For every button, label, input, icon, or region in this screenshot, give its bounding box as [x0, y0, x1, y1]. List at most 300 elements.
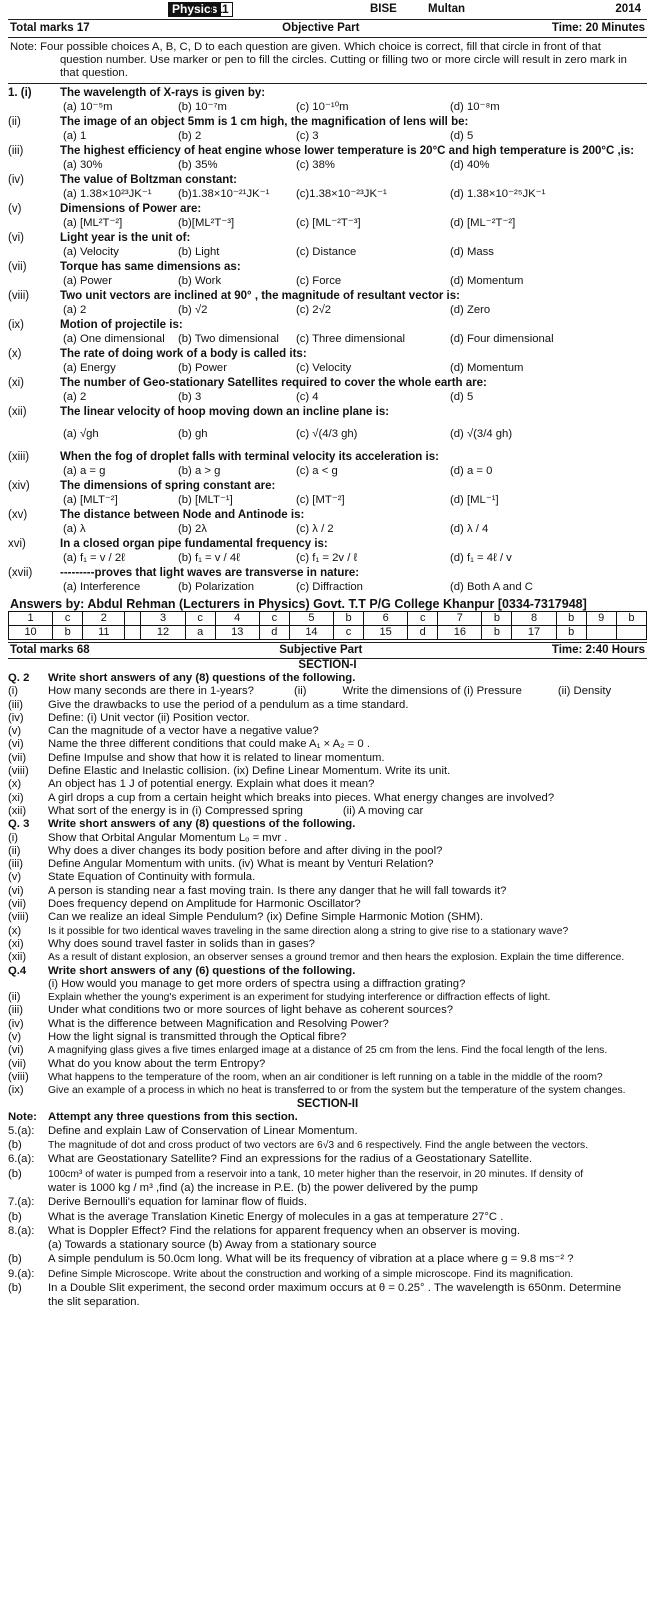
item-text: Derive Bernoulli's equation for laminar flow of fluids. — [48, 1196, 307, 1209]
item-text: What is Doppler Effect? Find the relations for apparent frequency when an observer is moving. — [48, 1224, 520, 1237]
answer-choice: b — [556, 612, 586, 626]
question-number: (xii) — [8, 406, 27, 418]
option-b: (b)[ML²T⁻³] — [178, 217, 235, 229]
item-number: (iii) — [8, 698, 24, 711]
option-a: (a) λ — [63, 523, 86, 535]
option-a: (a) 2 — [63, 391, 87, 403]
mcq-question — [8, 232, 647, 259]
short-question — [8, 858, 647, 871]
item-number — [8, 1182, 48, 1195]
question-number: (iii) — [8, 145, 24, 157]
section-note — [8, 1111, 647, 1124]
mcq-stem — [8, 145, 647, 158]
item-text: Define Elastic and Inelastic collision. (ix) Define Linear Momentum. Write its unit. — [48, 765, 451, 778]
question-heading — [8, 965, 647, 978]
item-number: (vi) — [8, 738, 24, 751]
item-number: (iii) — [8, 1004, 24, 1017]
short-question — [8, 938, 647, 951]
question-instruction: Write short answers of any (8) questions of the following. — [48, 818, 356, 831]
question-text: The value of Boltzman constant: — [60, 174, 237, 186]
answer-choice: c — [185, 612, 215, 626]
option-d: (d) λ / 4 — [450, 523, 489, 535]
short-question — [8, 699, 647, 712]
answer-choice: b — [482, 626, 512, 640]
mcq-question — [8, 377, 647, 404]
mcq-list — [8, 87, 647, 594]
option-d: (d) Momentum — [450, 362, 524, 374]
option-b: (b) Two dimensional — [178, 333, 279, 345]
question-number: (vi) — [8, 232, 24, 244]
option-a: (a) 1.38×10²³JK⁻¹ — [63, 188, 152, 200]
short-question — [8, 738, 647, 751]
question-number: (xv) — [8, 509, 28, 521]
short-question — [8, 1071, 647, 1084]
answer-number: 15 — [364, 626, 408, 640]
option-a: (a) Power — [63, 275, 112, 287]
question-text: Dimensions of Power are: — [60, 203, 202, 215]
option-b: (b) 10⁻⁷m — [178, 101, 227, 113]
answers-by: Answers by: Abdul Rehman (Lecturers in Physics) Govt. T.T P/G College Khanpur [0334-7317948] — [10, 597, 587, 611]
option-b: (b) Work — [178, 275, 222, 287]
answer-number — [586, 626, 616, 640]
subject-label: Physics — [168, 2, 221, 17]
question-number: (viii) — [8, 290, 30, 302]
item-text: Can we realize an ideal Simple Pendulum? (ix) Define Simple Harmonic Motion (SHM). — [48, 911, 484, 924]
item-text: Define Angular Momentum with units. (iv) What is meant by Venturi Relation? — [48, 858, 434, 871]
option-a: (a) Velocity — [63, 246, 119, 258]
item-text: water is 1000 kg / m³ ,find (a) the increase in P.E. (b) the power delivered by the pump — [48, 1181, 478, 1194]
item-number: (v) — [8, 725, 22, 738]
item-text: Define Impulse and show that how it is related to linear momentum. — [48, 751, 385, 764]
answer-choice — [616, 626, 646, 640]
option-c: (c) 3 — [296, 130, 319, 142]
mcq-options — [8, 522, 647, 536]
short-question — [8, 792, 647, 805]
mcq-stem — [8, 480, 647, 493]
answer-choice: d — [259, 626, 289, 640]
question-instruction: Write short answers of any (8) questions of the following. — [48, 672, 356, 684]
item-number: (viii) — [8, 765, 29, 778]
item-number: (xii) — [8, 951, 27, 964]
objective-note: Note: Four possible choices A, B, C, D to each question are given. Which choice is correct, fill that circle in front of that question number. Use marker or pen to fill the circles. Cutting or filling two or more circle will result in zero mark in that question. — [8, 38, 647, 84]
city-label: Multan — [428, 3, 466, 15]
short-question — [8, 712, 647, 725]
option-c: (c) Three dimensional — [296, 333, 406, 345]
question-number: Q.4 — [8, 964, 27, 977]
item-number: (iv) — [8, 711, 24, 724]
question-text: The rate of doing work of a body is called its: — [60, 348, 307, 360]
question-number: (xvii) — [8, 567, 33, 579]
item-number: (x) — [8, 778, 22, 791]
long-question — [8, 1296, 647, 1309]
subjective-title: Subjective Part — [279, 644, 363, 656]
item-number: (ii) — [8, 844, 21, 857]
mcq-stem — [8, 261, 647, 274]
option-a: (a) Energy — [63, 362, 116, 374]
answer-choice: c — [334, 626, 364, 640]
option-b: (b) [MLT⁻¹] — [178, 494, 233, 506]
option-a: (a) [MLT⁻²] — [63, 494, 118, 506]
long-question — [8, 1225, 647, 1238]
item-text-extra: (ii) A moving car — [342, 804, 424, 817]
answer-number: 16 — [438, 626, 482, 640]
mcq-question — [8, 451, 647, 478]
item-number: (vi) — [8, 884, 24, 897]
short-question — [8, 725, 647, 738]
item-number: (vi) — [8, 1044, 24, 1057]
question-number: (ii) — [8, 116, 21, 128]
question-number: (xi) — [8, 377, 24, 389]
answer-choice: b — [53, 626, 83, 640]
mcq-stem — [8, 406, 647, 419]
mcq-options — [8, 419, 647, 449]
question-text: Motion of projectile is: — [60, 319, 183, 331]
answer-number: 7 — [438, 612, 482, 626]
long-question — [8, 1282, 647, 1295]
item-number: 5.(a): — [8, 1124, 35, 1137]
short-question — [8, 1084, 647, 1097]
option-b: (b)1.38×10⁻²¹JK⁻¹ — [178, 188, 270, 200]
short-question — [8, 778, 647, 791]
mcq-options — [8, 580, 647, 594]
answer-number: 5 — [289, 612, 333, 626]
item-number: (viii) — [8, 911, 29, 924]
mcq-options — [8, 303, 647, 317]
long-question — [8, 1125, 647, 1138]
item-number — [8, 1239, 48, 1252]
mcq-stem — [8, 567, 647, 580]
item-number: (i) — [8, 831, 19, 844]
option-c: (c) Distance — [296, 246, 357, 258]
answer-choice: b — [334, 612, 364, 626]
item-text: Explain whether the young's experiment is an experiment for studying interference or diffraction effects of light. — [48, 992, 551, 1004]
item-number: (b) — [8, 1139, 22, 1152]
item-text-extra: (ii) — [293, 685, 307, 698]
item-text-extra: (ii) Density — [557, 685, 612, 698]
item-text: Give an example of a process in which no heat is transferred to or from the system but the temperature of the system changes. — [48, 1085, 626, 1097]
option-c: (c) Diffraction — [296, 581, 363, 593]
item-text: What is the average Translation Kinetic Energy of molecules in a gas at temperature 27°C . — [48, 1210, 504, 1223]
answer-number: 9 — [586, 612, 616, 626]
option-a: (a) [ML²T⁻²] — [63, 217, 123, 229]
answer-choice: b — [482, 612, 512, 626]
answer-row — [9, 612, 647, 626]
short-question — [8, 1004, 647, 1017]
item-text: Why does a diver changes its body position before and after diving in the pool? — [48, 844, 443, 857]
item-number: (b) — [8, 1210, 22, 1223]
item-number: (vii) — [8, 1057, 27, 1070]
option-d: (d) f₁ = 4ℓ / v — [450, 552, 512, 564]
option-d: (d) Mass — [450, 246, 494, 258]
item-number: (v) — [8, 1031, 22, 1044]
item-text: A simple pendulum is 50.0cm long. What will be its frequency of vibration at a place where g = 9.8 ms⁻² ? — [48, 1253, 574, 1266]
option-d: (d) [ML⁻²T⁻²] — [450, 217, 516, 229]
option-d: (d) Momentum — [450, 275, 524, 287]
answer-number: 4 — [215, 612, 259, 626]
option-c: (c) [MT⁻²] — [296, 494, 345, 506]
option-a: (a) a = g — [63, 465, 106, 477]
item-number: 9.(a): — [8, 1267, 35, 1280]
mcq-question — [8, 567, 647, 594]
mcq-stem — [8, 203, 647, 216]
mcq-question — [8, 174, 647, 201]
option-b: (b) 2λ — [178, 523, 207, 535]
item-number: (b) — [8, 1253, 22, 1266]
short-question — [8, 1018, 647, 1031]
option-a: (a) 10⁻⁵m — [63, 101, 113, 113]
question-text: The highest efficiency of heat engine whose lower temperature is 20°C and high temperature is 200°C ,is: — [60, 145, 635, 157]
long-question — [8, 1268, 647, 1281]
answer-number: 6 — [364, 612, 408, 626]
mcq-question — [8, 319, 647, 346]
answer-number: 13 — [215, 626, 259, 640]
answer-number: 10 — [9, 626, 53, 640]
question-text: The number of Geo-stationary Satellites required to cover the whole earth are: — [60, 377, 487, 389]
answer-number: 14 — [289, 626, 333, 640]
answer-row — [9, 626, 647, 640]
question-text: Two unit vectors are inclined at 90° , the magnitude of resultant vector is: — [60, 290, 460, 302]
option-b: (b) Power — [178, 362, 227, 374]
item-number: (iv) — [8, 1017, 24, 1030]
mcq-options — [8, 129, 647, 143]
mcq-question — [8, 145, 647, 172]
short-question — [8, 925, 647, 938]
question-text: The dimensions of spring constant are: — [60, 480, 276, 492]
item-text: Define: (i) Unit vector (ii) Position vector. — [48, 711, 250, 724]
short-question — [8, 911, 647, 924]
long-question — [8, 1182, 647, 1195]
mcq-options — [8, 158, 647, 172]
answer-number: 11 — [83, 626, 125, 640]
long-question — [8, 1211, 647, 1224]
item-text: What happens to the temperature of the room, when an air conditioner is left running on a table in the middle of the room? — [48, 1071, 603, 1083]
mcq-question — [8, 87, 647, 114]
answer-number: 17 — [512, 626, 556, 640]
option-b: (b) √2 — [178, 304, 208, 316]
item-text: Show that Orbital Angular Momentum Lₒ = mvr . — [48, 831, 288, 844]
answer-number: 2 — [83, 612, 125, 626]
option-b: (b) Polarization — [178, 581, 254, 593]
item-number: (ii) — [8, 991, 21, 1004]
mcq-stem — [8, 509, 647, 522]
short-question — [8, 832, 647, 845]
mcq-question — [8, 509, 647, 536]
item-number: (ix) — [8, 1084, 24, 1097]
mcq-stem — [8, 348, 647, 361]
objective-bar — [8, 20, 647, 38]
question-heading — [8, 672, 647, 685]
item-text: Give the drawbacks to use the period of a pendulum as a time standard. — [48, 698, 409, 711]
long-question — [8, 1253, 647, 1266]
option-a: (a) f₁ = v / 2ℓ — [63, 552, 125, 564]
short-question — [8, 991, 647, 1004]
answer-choice — [125, 626, 141, 640]
item-text: A girl drops a cup from a certain height which breaks into pieces. What energy changes are involved? — [48, 791, 555, 804]
item-text: Does frequency depend on Amplitude for Harmonic Oscillator? — [48, 898, 361, 911]
board-label: BISE — [370, 3, 397, 15]
mcq-options — [8, 551, 647, 565]
item-text: Why does sound travel faster in solids than in gases? — [48, 937, 315, 950]
option-b: (b) Light — [178, 246, 220, 258]
question-number: (xiii) — [8, 451, 30, 463]
item-text: A magnifying glass gives a five times enlarged image at a distance of 25 cm from the lens. Find the focal length of the lens. — [48, 1045, 608, 1057]
mcq-stem — [8, 319, 647, 332]
short-question — [8, 845, 647, 858]
question-text: Light year is the unit of: — [60, 232, 191, 244]
mcq-stem — [8, 174, 647, 187]
option-a: (a) 30% — [63, 159, 103, 171]
answer-choice: c — [408, 612, 438, 626]
option-a: (a) 2 — [63, 304, 87, 316]
mcq-stem — [8, 116, 647, 129]
long-question — [8, 1196, 647, 1209]
option-b: (b) gh — [178, 428, 208, 440]
item-number: 6.(a): — [8, 1153, 35, 1166]
option-a: (a) √gh — [63, 428, 99, 440]
long-question — [8, 1168, 647, 1181]
short-question — [8, 685, 647, 698]
mcq-question — [8, 116, 647, 143]
item-text: What is the difference between Magnification and Resolving Power? — [48, 1017, 389, 1030]
item-number — [8, 978, 48, 991]
answer-key-table — [8, 611, 647, 640]
mcq-question — [8, 406, 647, 449]
item-text: As a result of distant explosion, an observer senses a ground tremor and then hears the explosion. Explain the time difference. — [48, 952, 625, 964]
option-b: (b) 35% — [178, 159, 218, 171]
short-question — [8, 752, 647, 765]
mcq-stem — [8, 377, 647, 390]
option-d: (d) a = 0 — [450, 465, 493, 477]
mcq-options — [8, 332, 647, 346]
option-c: (c) Force — [296, 275, 342, 287]
short-question — [8, 1031, 647, 1044]
question-number: (x) — [8, 348, 22, 360]
answer-choice: d — [408, 626, 438, 640]
item-text: 100cm³ of water is pumped from a reservoir into a tank, 10 meter higher than the reservoir, in 20 minutes. If density of — [48, 1168, 584, 1180]
item-number: (v) — [8, 871, 22, 884]
option-c: (c) a < g — [296, 465, 338, 477]
short-question — [8, 951, 647, 964]
question-text: Torque has same dimensions as: — [60, 261, 241, 273]
item-text: the slit separation. — [48, 1296, 140, 1309]
subjective-list — [8, 672, 647, 1310]
long-question — [8, 1139, 647, 1152]
item-text: Define Simple Microscope. Write about the construction and working of a simple microscope. Find its magnification. — [48, 1268, 574, 1280]
item-number: (viii) — [8, 1070, 29, 1083]
objective-time: Time: 20 Minutes — [551, 22, 645, 34]
mcq-question — [8, 261, 647, 288]
mcq-stem — [8, 232, 647, 245]
objective-title: Objective Part — [282, 22, 360, 34]
mcq-options — [8, 361, 647, 375]
option-c: (c) √(4/3 gh) — [296, 428, 358, 440]
item-number: 7.(a): — [8, 1196, 35, 1209]
subjective-bar — [8, 642, 647, 659]
objective-total: Total marks 17 — [10, 22, 90, 34]
option-d: (d) 1.38×10⁻²⁵JK⁻¹ — [450, 188, 546, 200]
question-text: When the fog of droplet falls with terminal velocity its acceleration is: — [60, 451, 439, 463]
item-text: Define and explain Law of Conservation of Linear Momentum. — [48, 1124, 358, 1137]
item-text: (i) How would you manage to get more orders of spectra using a diffraction grating? — [48, 977, 466, 990]
answer-number: 3 — [141, 612, 185, 626]
answer-choice: c — [259, 612, 289, 626]
option-d: (d) Four dimensional — [450, 333, 554, 345]
mcq-question — [8, 480, 647, 507]
mcq-options — [8, 100, 647, 114]
item-number: (i) — [8, 685, 19, 698]
section-2-title: SECTION-II — [296, 1097, 359, 1110]
answer-choice: b — [616, 612, 646, 626]
item-number: (x) — [8, 924, 22, 937]
item-text: What do you know about the term Entropy? — [48, 1057, 266, 1070]
item-number: (xi) — [8, 937, 24, 950]
mcq-stem — [8, 451, 647, 464]
question-number: xvi) — [8, 538, 26, 550]
item-number: (b) — [8, 1167, 22, 1180]
option-c: (c)1.38×10⁻²³JK⁻¹ — [296, 188, 387, 200]
mcq-question — [8, 203, 647, 230]
question-number: (ix) — [8, 319, 24, 331]
item-text: Can the magnitude of a vector have a negative value? — [48, 725, 319, 738]
question-text: The distance between Node and Antinode is: — [60, 509, 305, 521]
item-text: The magnitude of dot and cross product of two vectors are 6√3 and 6 respectively. Find the angle between the vectors. — [48, 1140, 589, 1152]
option-d: (d) 40% — [450, 159, 490, 171]
option-b: (b) 3 — [178, 391, 202, 403]
item-text: An object has 1 J of potential energy. Explain what does it mean? — [48, 778, 375, 791]
question-text: The wavelength of X-rays is given by: — [60, 87, 266, 99]
short-question — [8, 871, 647, 884]
option-a: (a) 1 — [63, 130, 87, 142]
answer-number: 8 — [512, 612, 556, 626]
mcq-options — [8, 464, 647, 478]
paper-header — [8, 0, 647, 20]
mcq-question — [8, 538, 647, 565]
option-c: (c) λ / 2 — [296, 523, 334, 535]
answer-choice — [125, 612, 141, 626]
mcq-question — [8, 290, 647, 317]
option-c: (c) Velocity — [296, 362, 352, 374]
item-text: Under what conditions two or more sources of light behave as coherent sources? — [48, 1004, 454, 1017]
option-d: (d) 10⁻⁸m — [450, 101, 500, 113]
short-question — [8, 1044, 647, 1057]
mcq-options — [8, 390, 647, 404]
answer-number: 1 — [9, 612, 53, 626]
item-text: In a Double Slit experiment, the second order maximum occurs at θ = 0.25° . The wavelength is 650nm. Determine — [48, 1282, 622, 1295]
short-question — [8, 898, 647, 911]
question-number: (v) — [8, 203, 22, 215]
long-question — [8, 1153, 647, 1166]
question-number: (xiv) — [8, 480, 30, 492]
item-number: 8.(a): — [8, 1224, 35, 1237]
question-text: The linear velocity of hoop moving down an incline plane is: — [60, 406, 390, 418]
item-text-extra: Write the dimensions of (i) Pressure — [342, 685, 522, 698]
item-text: Name the three different conditions that could make A₁ × A₂ = 0 . — [48, 738, 370, 751]
mcq-options — [8, 216, 647, 230]
subjective-time: Time: 2:40 Hours — [551, 644, 645, 656]
item-number: (b) — [8, 1282, 22, 1295]
mcq-options — [8, 274, 647, 288]
question-text: The image of an object 5mm is 1 cm high, the magnification of lens will be: — [60, 116, 469, 128]
option-b: (b) a > g — [178, 465, 221, 477]
item-text: A person is standing near a fast moving train. Is there any danger that he will fall towards it? — [48, 884, 507, 897]
mcq-options — [8, 493, 647, 507]
option-d: (d) 5 — [450, 130, 474, 142]
answer-choice: c — [53, 612, 83, 626]
option-a: (a) One dimensional — [63, 333, 165, 345]
item-number: (xi) — [8, 791, 24, 804]
option-a: (a) Interference — [63, 581, 141, 593]
mcq-stem — [8, 87, 647, 100]
